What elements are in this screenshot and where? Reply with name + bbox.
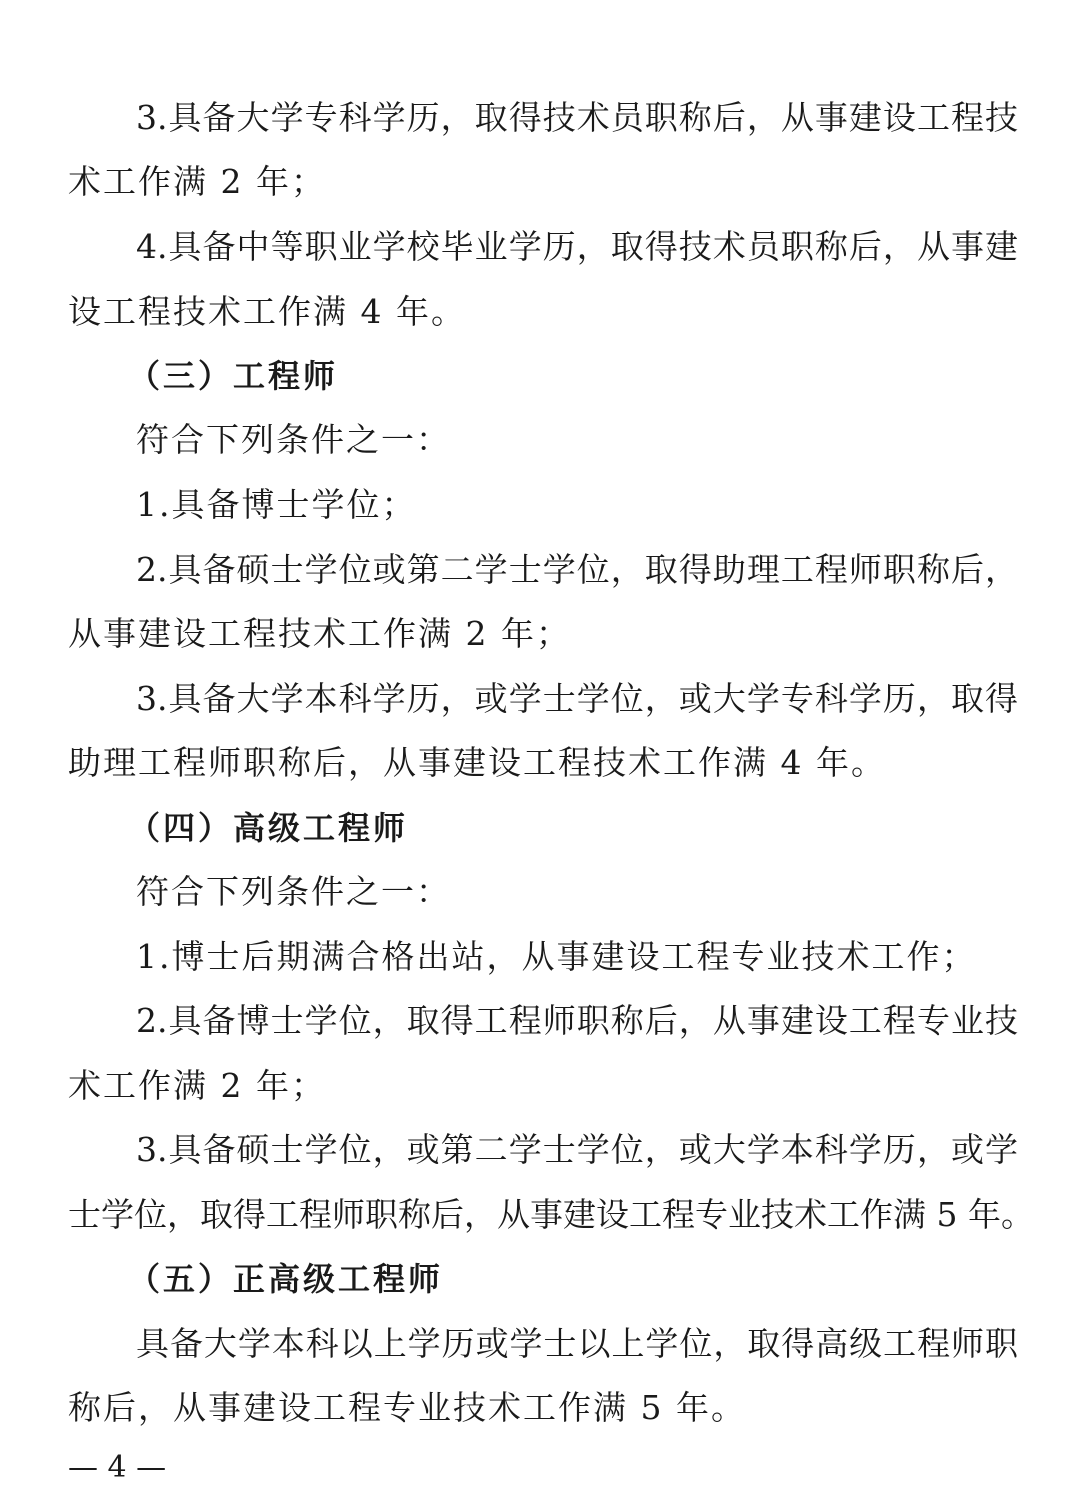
paragraph-line: 3.具备硕士学位，或第二学士学位，或大学本科学历，或学 xyxy=(136,1130,1018,1169)
paragraph-line: 3.具备大学专科学历，取得技术员职称后，从事建设工程技 xyxy=(136,98,1018,137)
page-number: — 4 — xyxy=(68,1450,167,1485)
section-heading-full-senior-engineer: （五）正高级工程师 xyxy=(128,1260,444,1298)
paragraph-line: 称后，从事建设工程专业技术工作满 5 年。 xyxy=(68,1388,746,1427)
paragraph-line: 2.具备博士学位，取得工程师职称后，从事建设工程专业技 xyxy=(136,1001,1018,1040)
paragraph-line: 术工作满 2 年； xyxy=(68,162,326,201)
paragraph-line: 助理工程师职称后，从事建设工程技术工作满 4 年。 xyxy=(68,743,886,782)
section-heading-engineer: （三）工程师 xyxy=(128,357,339,395)
paragraph-line: 1.博士后期满合格出站，从事建设工程专业技术工作； xyxy=(136,937,977,976)
paragraph-line: 3.具备大学本科学历，或学士学位，或大学专科学历，取得 xyxy=(136,679,1018,718)
paragraph-line: 士学位，取得工程师职称后，从事建设工程专业技术工作满 5 年。 xyxy=(68,1195,1034,1234)
paragraph-line: 具备大学本科以上学历或学士以上学位，取得高级工程师职 xyxy=(136,1324,1018,1363)
paragraph-line: 从事建设工程技术工作满 2 年； xyxy=(68,614,571,653)
paragraph-line: 符合下列条件之一： xyxy=(136,872,451,911)
paragraph-line: 设工程技术工作满 4 年。 xyxy=(68,292,466,331)
paragraph-line: 1.具备博士学位； xyxy=(136,485,417,524)
paragraph-line: 符合下列条件之一： xyxy=(136,420,451,459)
paragraph-line: 2.具备硕士学位或第二学士学位，取得助理工程师职称后， xyxy=(136,550,1018,589)
paragraph-line: 术工作满 2 年； xyxy=(68,1066,326,1105)
section-heading-senior-engineer: （四）高级工程师 xyxy=(128,809,409,847)
paragraph-line: 4.具备中等职业学校毕业学历，取得技术员职称后，从事建 xyxy=(136,227,1018,266)
